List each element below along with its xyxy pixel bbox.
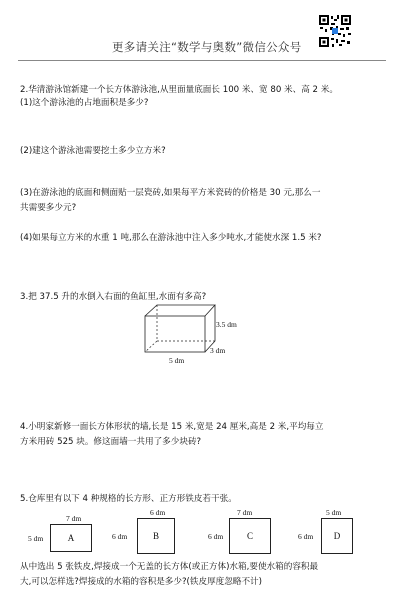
sheet-c-letter: C: [246, 531, 253, 541]
header-title: 更多请关注“数学与奥数”微信公众号: [112, 40, 302, 54]
sheet-d-side-label: 6 dm: [298, 532, 314, 541]
sheet-b-side-label: 6 dm: [112, 532, 128, 541]
q2-part3-line1: (3)在游泳池的底面和侧面贴一层瓷砖,如果每平方米瓷砖的价格是 30 元,那么一: [20, 188, 321, 198]
sheet-a: [50, 524, 92, 552]
header-divider: [18, 60, 386, 61]
sheet-b-letter: B: [152, 531, 159, 541]
sheet-d-top-label: 5 dm: [326, 508, 342, 517]
sheet-d: [321, 518, 353, 554]
q3-stem: 3.把 37.5 升的水倒入右面的鱼缸里,水面有多高?: [20, 292, 207, 302]
q3-depth-label: 3 dm: [210, 346, 226, 355]
sheet-a-side-label: 5 dm: [28, 534, 44, 543]
sheet-b: [137, 518, 175, 554]
sheet-c: [229, 518, 271, 554]
sheet-d-letter: D: [333, 531, 341, 541]
sheet-b-top-label: 6 dm: [150, 508, 166, 517]
sheet-a-letter: A: [67, 533, 75, 543]
sheet-a-top-label: 7 dm: [66, 514, 82, 523]
q5-line2: 从中选出 5 张铁皮,焊接成一个无盖的长方体(或正方体)水箱,要使水箱的容积最: [20, 562, 319, 572]
q4-line2: 方米用砖 525 块。修这面墙一共用了多少块砖?: [20, 437, 202, 447]
sheet-c-side-label: 6 dm: [208, 532, 224, 541]
q2-stem: 2.华清游泳馆新建一个长方体游泳池,从里面量底面长 100 米、宽 80 米、高 2 米。: [20, 85, 338, 95]
q3-height-label: 3.5 dm: [216, 320, 237, 329]
q4-line1: 4.小明家新修一面长方体形状的墙,长是 15 米,宽是 24 厘米,高是 2 米,平均每立: [20, 422, 324, 432]
sheet-c-top-label: 7 dm: [237, 508, 253, 517]
q3-length-label: 5 dm: [169, 356, 185, 365]
q2-part4: (4)如果每立方米的水重 1 吨,那么在游泳池中注入多少吨水,才能使水深 1.5 米?: [20, 233, 322, 243]
q5-stem: 5.仓库里有以下 4 种规格的长方形、正方形铁皮若干张。: [20, 494, 237, 504]
fish-tank-diagram: [140, 302, 220, 358]
q2-part2: (2)建这个游泳池需要挖土多少立方米?: [20, 146, 166, 156]
qr-code-icon: [318, 14, 352, 48]
q2-part1: (1)这个游泳池的占地面积是多少?: [20, 98, 149, 108]
q2-part3-line2: 共需要多少元?: [20, 203, 77, 213]
q5-line3: 大,可以怎样选?焊接成的水箱的容积是多少?(铁皮厚度忽略不计): [20, 577, 262, 587]
